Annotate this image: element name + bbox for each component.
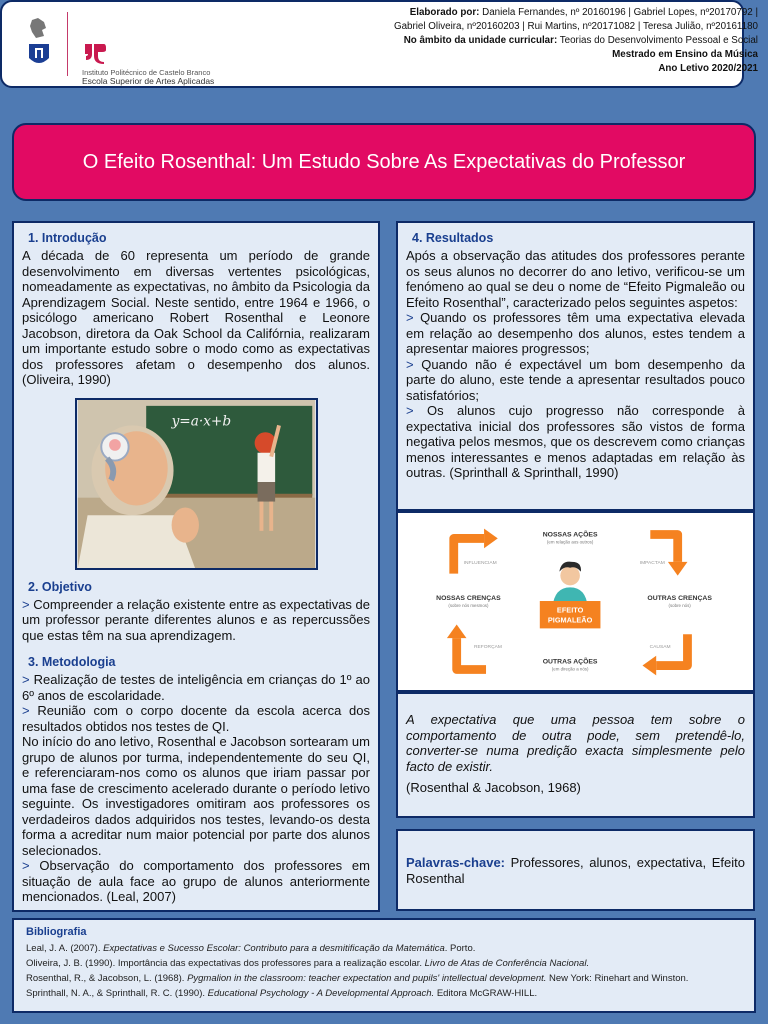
left-column-panel [12,221,380,912]
cycle-diagram-svg [398,513,753,690]
arrow-marker: > [406,310,414,325]
lion-emblem-icon [26,16,52,70]
method-bullet-3 [22,858,370,905]
nossas-crencas-sub: (sobre nós mesmos) [448,602,489,608]
ipcb-mark-icon [82,40,108,66]
bib-2-source: Livro de Atas de Conferência Nacional. [424,958,590,969]
keywords-line [406,855,745,886]
objective-body: Compreender a relação existente entre as expectativas de um professor perante diferentes alunos e as repercussões que estas têm na sua aprendizagem. [22,596,370,643]
bib-4-authors: Sprinthall, N. A., & Sprinthall, R. C. (1990). [26,988,208,999]
intro-heading: 1. Introdução [28,231,107,245]
bib-3-publisher: New York: Rinehart and Winston. [546,973,689,984]
arrowhead-top-right [668,562,688,576]
bib-entry-2 [26,956,742,971]
academic-year: Ano Letivo 2020/2021 [658,63,758,74]
results-panel [396,221,755,511]
impactam-label: IMPACTAM [639,560,665,566]
poster-title: O Efeito Rosenthal: Um Estudo Sobre As Expectativas do Professor [82,150,686,173]
logo-divider [67,12,68,76]
results-bullet-1-text: Quando os professores têm uma expectativa elevada em relação ao desempenho dos alunos, estes tendem a apresentar maiores progressos; [406,310,745,356]
results-heading: 4. Resultados [412,231,494,245]
authors-line-2: Gabriel Oliveira, nº20160203 | Rui Martins, nº20171082 | Teresa Julião, nº20161180 [393,21,758,32]
authors-line-1: Daniela Fernandes, nº 20160196 | Gabriel Lopes, nº20170792 | [482,7,758,18]
arrowhead-bottom-right [642,656,656,676]
bibliography-heading: Bibliografia [26,926,87,938]
method-heading: 3. Metodologia [28,655,116,669]
bib-3-authors: Rosenthal, R., & Jacobson, L. (1968). [26,973,188,984]
keywords-panel [396,829,755,911]
outras-acoes-sub: (em direção a nós) [551,666,589,672]
method-bullet-1-text: Realização de testes de inteligência em crianças do 1º ao 6º anos de escolaridade. [22,672,370,703]
arrow-marker: > [22,672,30,687]
bib-4-publisher: Editora McGRAW-HILL. [434,988,538,999]
header-panel [0,0,758,88]
arrow-marker: > [22,703,30,718]
top-left-cycle-arrow [454,538,484,573]
bib-3-title: Pygmalion in the classroom: teacher expectation and pupils' intellectual development. [187,973,547,984]
person-icon [553,562,588,607]
elaborado-label: Elaborado por: [409,7,480,18]
top-right-cycle-arrow [650,535,677,562]
method-bullet-2 [22,703,370,734]
method-bullet-1 [22,672,370,703]
results-bullet-3 [406,403,745,481]
nossas-acoes-label: NOSSAS AÇÕES [542,531,598,539]
objective-text [22,597,370,644]
outras-acoes-label: OUTRAS AÇÕES [542,658,598,666]
results-bullet-1 [406,310,745,357]
institution-line: Instituto Politécnico de Castelo Branco [82,68,211,77]
outras-crencas-label: OUTRAS CRENÇAS [647,595,712,603]
results-intro: Após a observação das atitudes dos professores perante os seus alunos no decorrer do ano letivo, verificou-se um fenómeno ao qual se deu o nome de “Efeito Pigmaleão ou Efeito Rosenthal”, caracterizado pelos seguintes aspetos: [406,248,745,310]
results-bullet-2-text: Quando não é expectável um bom desempenho da parte do aluno, este tende a apresentar resultados pouco satisfatórios; [406,356,745,403]
credits-block [308,6,758,76]
bottom-left-cycle-arrow [457,638,486,669]
uc-value: Teorias do Desenvolvimento Pessoal e Social [559,35,758,46]
program-name: Mestrado em Ensino da Música [612,49,758,60]
bibliography-panel [12,918,756,1013]
reforcam-label: REFORÇAM [474,644,502,650]
bib-1-authors: Leal, J. A. (2007). [26,943,104,954]
school-line: Escola Superior de Artes Aplicadas [82,76,215,86]
teacher-thinking-illustration [75,398,318,570]
keywords-label: Palavras-chave: [406,855,506,870]
uc-label: No âmbito da unidade curricular: [403,35,558,46]
arrow-marker: > [406,403,414,418]
quote-text: A expectativa que uma pessoa tem sobre o comportamento de outra pode, sem pretendê-lo, converter-se numa predição exacta simplesmente pelo facto de existir. [406,712,745,774]
arrowhead-bottom-left [447,624,467,638]
bib-entry-4 [26,986,742,1001]
method-bullet-2-text: Reunião com o corpo docente da escola acerca dos resultados obtidos nos testes de QI. [22,703,370,734]
method-bullet-3-text: Observação do comportamento dos professores em situação de aula face ao grupo de alunos anteriormente mencionados. (Leal, 2007) [22,858,370,904]
results-bullet-3-text: Os alunos cujo progresso não corresponde à expectativa inicial dos professores são vistos de forma negativa pelos mesmos, que os descrevem como crianças menos interessantes e menos adaptadas em relação às outras. (Sprinthall & Sprinthall, 1990) [406,403,745,480]
bib-1-title: Expectativas e Sucesso Escolar: Contributo para a desmitificação da Matemática [103,943,445,954]
bib-entry-1 [26,941,742,956]
causam-label: CAUSAM [649,644,671,650]
outras-crencas-sub: (sobre nós) [668,602,691,608]
bib-entry-3 [26,971,742,986]
quote-panel [396,692,755,818]
objective-heading: 2. Objetivo [28,579,92,594]
institution-logo [12,10,222,86]
intro-text: A década de 60 representa um período de grande desenvolvimento em diversas vertentes psicológicas, nomeadamente as expectativas, no âmbito da Psicologia da Aprendizagem Social. Neste sentido, entre 1964 e 1966, o psicólogo americano Robert Rosenthal e Leonore Jacobson, diretora da Oak School da Califórnia, realizaram um importante estudo sobre o modo como as expectativas dos professores afetam o desempenho dos alunos. (Oliveira, 1990) [22,248,370,387]
nossas-crencas-label: NOSSAS CRENÇAS [436,595,501,603]
arrow-marker: > [22,858,30,873]
blackboard-equation: y=a·x+b [171,412,231,429]
bib-2-authors: Oliveira, J. B. (1990). Importância das expectativas dos professores para a realização escolar. [26,958,425,969]
keywords-value: Professores, alunos, expectativa, Efeito Rosenthal [406,855,745,886]
quote-reference: (Rosenthal & Jacobson, 1968) [406,780,581,795]
institution-name [82,68,214,86]
bib-1-publisher: . Porto. [444,943,476,954]
title-banner [12,123,756,201]
pygmalion-cycle-diagram [396,511,755,692]
arrow-marker: > [22,596,30,612]
sign-line-1: EFEITO [556,605,584,615]
bib-4-title: Educational Psychology - A Developmental Approach. [207,988,435,999]
nossas-acoes-sub: (em relação aos outros) [546,539,594,545]
results-bullet-2 [406,357,745,404]
method-paragraph: No início do ano letivo, Rosenthal e Jacobson sortearam um grupo de alunos por turma, independentemente do seu QI, e referenciaram-nos como os alunos que iriam passar por uma fase de crescimento acelerado durante o período letivo seguinte. Os investigadores omitiram aos professores os verdadeiros dados adquiridos nos testes, levando-os desta forma a acreditar num maior potencial por parte dos alunos selecionados. [22,734,370,858]
arrowhead-top-left [484,529,498,549]
arrow-marker: > [406,356,414,372]
influenciam-label: INFLUENCIAM [463,560,497,566]
sign-line-2: PIGMALEÃO [547,615,593,625]
